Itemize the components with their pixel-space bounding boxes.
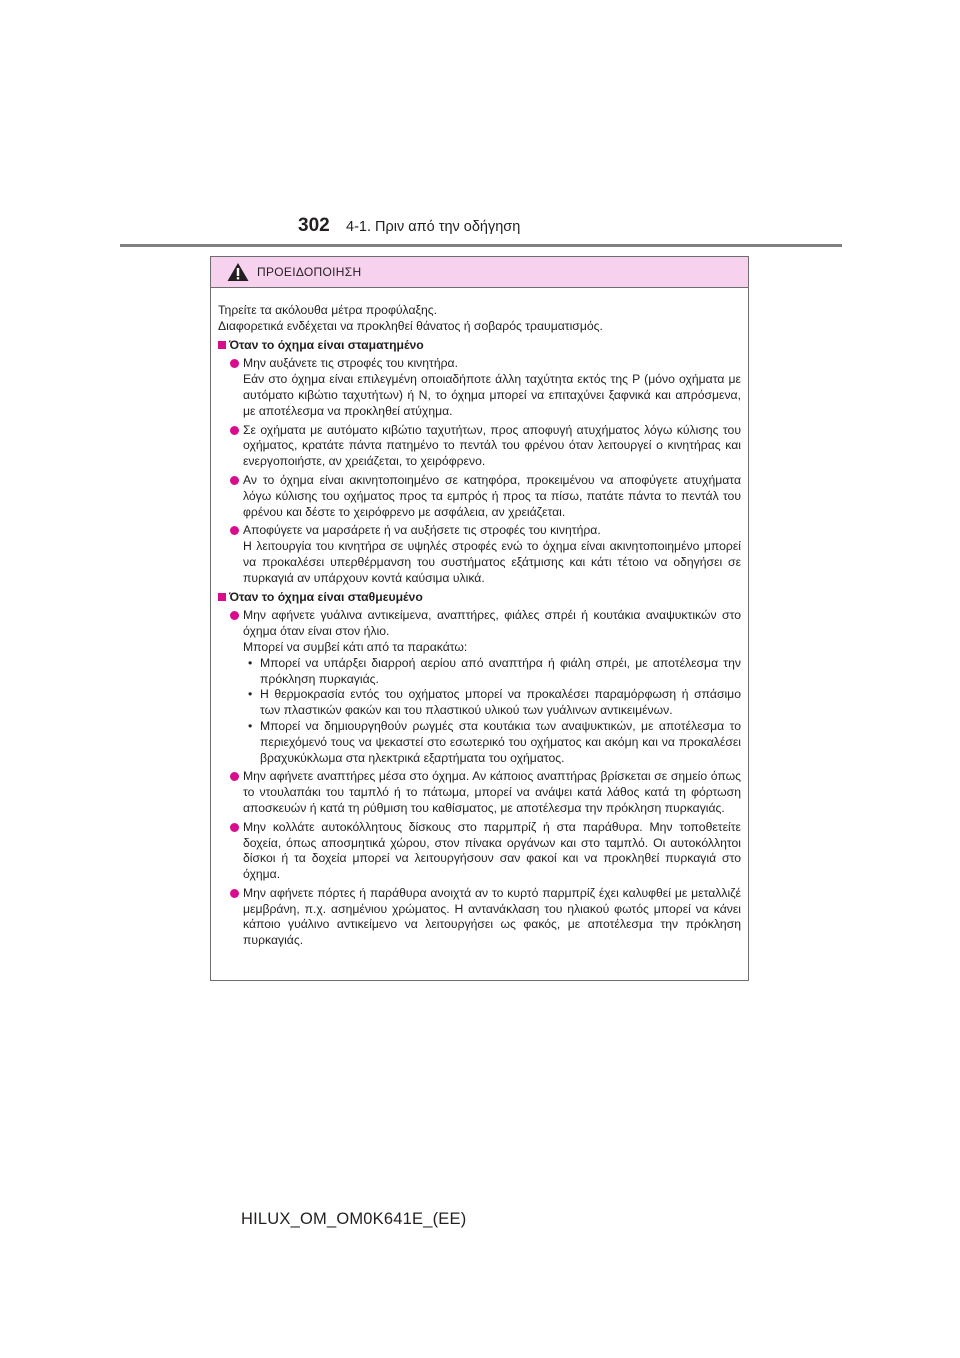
- list-item-content: [243, 423, 741, 470]
- bullet-icon: [230, 611, 239, 620]
- list-item: [218, 473, 741, 520]
- bullet-icon: [230, 359, 239, 368]
- bullet-icon: [230, 889, 239, 898]
- list-item-text: Σε οχήματα με αυτόματο κιβώτιο ταχυτήτων, προς αποφυγή ατυχήματος λόγω κύλισης του οχήματος, κρατάτε πάντα πατημένο το πεντάλ του φρένου όταν λειτουργεί ο κινητήρας και ενεργοποιήστε, αν χρειάζεται, το χειρόφρενο.: [243, 422, 741, 469]
- sub-list-item-text: Η θερμοκρασία εντός του οχήματος μπορεί να προκαλέσει παραμόρφωση ή σπάσιμο των πλαστικών φακών και του πλαστικού υλικού των γυάλινων αντικειμένων.: [260, 687, 741, 718]
- bullet-icon: [230, 426, 239, 435]
- warning-title: ΠΡΟΕΙΔΟΠΟΙΗΣΗ: [257, 265, 362, 279]
- sub-bullet-icon: •: [248, 718, 253, 733]
- list-item-content: [243, 769, 741, 816]
- list-item: [218, 886, 741, 949]
- square-bullet-icon: [218, 593, 226, 601]
- list-item-text: Η λειτουργία του κινητήρα σε υψηλές στροφές ενώ το όχημα είναι ακινητοποιημένο μπορεί να προκαλέσει υπερθέρμανση του συστήματος εξάτμισης και κάτι τέτοιο να οδηγήσει σε πυρκαγιά αν υπάρχουν κοντά καύσιμα υλικά.: [243, 539, 741, 585]
- warning-section: [218, 590, 741, 950]
- list-item-text: Εάν στο όχημα είναι επιλεγμένη οποιαδήποτε άλλη ταχύτητα εκτός της P (μόνο οχήματα με αυτόματο κιβώτιο ταχυτήτων) ή N, το όχημα μπορεί να επιταχύνει ξαφνικά και απρόσμενα, με αποτέλεσμα να προκληθεί ατύχημα.: [243, 372, 741, 418]
- list-item-text: Μην αφήνετε πόρτες ή παράθυρα ανοιχτά αν το κυρτό παρμπρίζ έχει καλυφθεί με μεταλλιζέ μεμβράνη, π.χ. ασημένιου χρώματος. Η αντανάκλαση του ηλιακού φωτός μπορεί να κάνει κάποιο γυάλινο αντικείμενο να λειτουργήσει ως φακός, με αποτέλεσμα την πρόκληση πυρκαγιάς.: [243, 885, 741, 948]
- warning-section: [218, 338, 741, 587]
- list-item-content: [243, 820, 741, 883]
- section-title: 4-1. Πριν από την οδήγηση: [346, 219, 521, 235]
- bullet-icon: [230, 823, 239, 832]
- warning-triangle-icon: [227, 262, 249, 282]
- section-heading: [218, 590, 741, 606]
- list-item-content: [243, 608, 741, 766]
- list-item: [218, 423, 741, 470]
- warning-box: [210, 256, 749, 981]
- list-item-content: [243, 886, 741, 949]
- list-item-content: [243, 473, 741, 520]
- list-item: [218, 769, 741, 816]
- sub-list-item-text: Μπορεί να δημιουργηθούν ρωγμές στα κουτάκια των αναψυκτικών, με αποτέλεσμα το περιεχόμενό τους να ψεκαστεί στο εσωτερικό του οχήματος και ακόμη και να προκαλέσει βραχυκύκλωμα στα ηλεκτρικά εξαρτήματα του οχήματος.: [260, 718, 741, 765]
- section-heading-text: Όταν το όχημα είναι σταθμευμένο: [229, 589, 423, 604]
- document-code: HILUX_OM_OM0K641E_(EE): [241, 1210, 467, 1228]
- page-number: 302: [298, 215, 330, 236]
- list-item: [218, 523, 741, 586]
- list-item: [218, 356, 741, 419]
- list-item-text: Μπορεί να συμβεί κάτι από τα παρακάτω:: [243, 639, 468, 654]
- list-item: [218, 820, 741, 883]
- warning-header: [211, 257, 748, 288]
- list-item-content: [243, 523, 741, 586]
- list-item-text: Αν το όχημα είναι ακινητοποιημένο σε κατηφόρα, προκειμένου να αποφύγετε ατυχήματα λόγω κύλισης του οχήματος προς τα εμπρός ή προς τα πίσω, πατάτε πάντα το πεντάλ του φρένου και δέστε το χειρόφρενο με ασφάλεια, αν χρειάζεται.: [243, 472, 741, 519]
- section-heading-text: Όταν το όχημα είναι σταματημένο: [229, 337, 424, 352]
- bullet-icon: [230, 772, 239, 781]
- list-item-text: Αποφύγετε να μαρσάρετε ή να αυξήσετε τις στροφές του κινητήρα.: [243, 523, 601, 538]
- list-item: [218, 608, 741, 766]
- list-item-text: Μην αφήνετε γυάλινα αντικείμενα, αναπτήρες, φιάλες σπρέι ή κουτάκια αναψυκτικών στο όχημα όταν είναι στον ήλιο.: [243, 608, 741, 639]
- sub-list-item-text: Μπορεί να υπάρξει διαρροή αερίου από αναπτήρα ή φιάλη σπρέι, με αποτέλεσμα την πρόκληση πυρκαγιάς.: [260, 655, 741, 686]
- sub-bullet-icon: •: [248, 655, 253, 670]
- sub-bullet-icon: •: [248, 687, 253, 702]
- header-divider: [120, 244, 842, 247]
- list-item-content: [243, 356, 741, 419]
- list-item-text: Μην αυξάνετε τις στροφές του κινητήρα.: [243, 356, 458, 371]
- section-heading: [218, 338, 741, 354]
- list-item-text: Μην κολλάτε αυτοκόλλητους δίσκους στο παρμπρίζ ή στα παράθυρα. Μην τοποθετείτε δοχεία, όπως αποσμητικά χώρου, στον πίνακα οργάνων και στο ταμπλό. Οι αυτοκόλλητοι δίσκοι ή τα δοχεία μπορεί να λειτουργήσουν σαν φακοί και να προκληθεί πυρκαγιά στο όχημα.: [243, 819, 741, 882]
- sub-list-item: [243, 719, 741, 766]
- intro-line: Διαφορετικά ενδέχεται να προκληθεί θάνατος ή σοβαρός τραυματισμός.: [218, 318, 603, 333]
- sub-list-item: [243, 656, 741, 688]
- bullet-icon: [230, 526, 239, 535]
- bullet-icon: [230, 476, 239, 485]
- sub-list-item: [243, 687, 741, 719]
- warning-body: [211, 288, 748, 949]
- intro-line: Τηρείτε τα ακόλουθα μέτρα προφύλαξης.: [218, 303, 437, 317]
- square-bullet-icon: [218, 341, 226, 349]
- list-item-text: Μην αφήνετε αναπτήρες μέσα στο όχημα. Αν κάποιος αναπτήρας βρίσκεται σε σημείο όπως το ντουλαπάκι του ταμπλό ή το πάτωμα, μπορεί να ανάψει κατά λάθος κατά τη φόρτωση αποσκευών ή κατά τη ρύθμιση του καθίσματος, με αποτέλεσμα την πρόκληση πυρκαγιάς.: [243, 769, 741, 815]
